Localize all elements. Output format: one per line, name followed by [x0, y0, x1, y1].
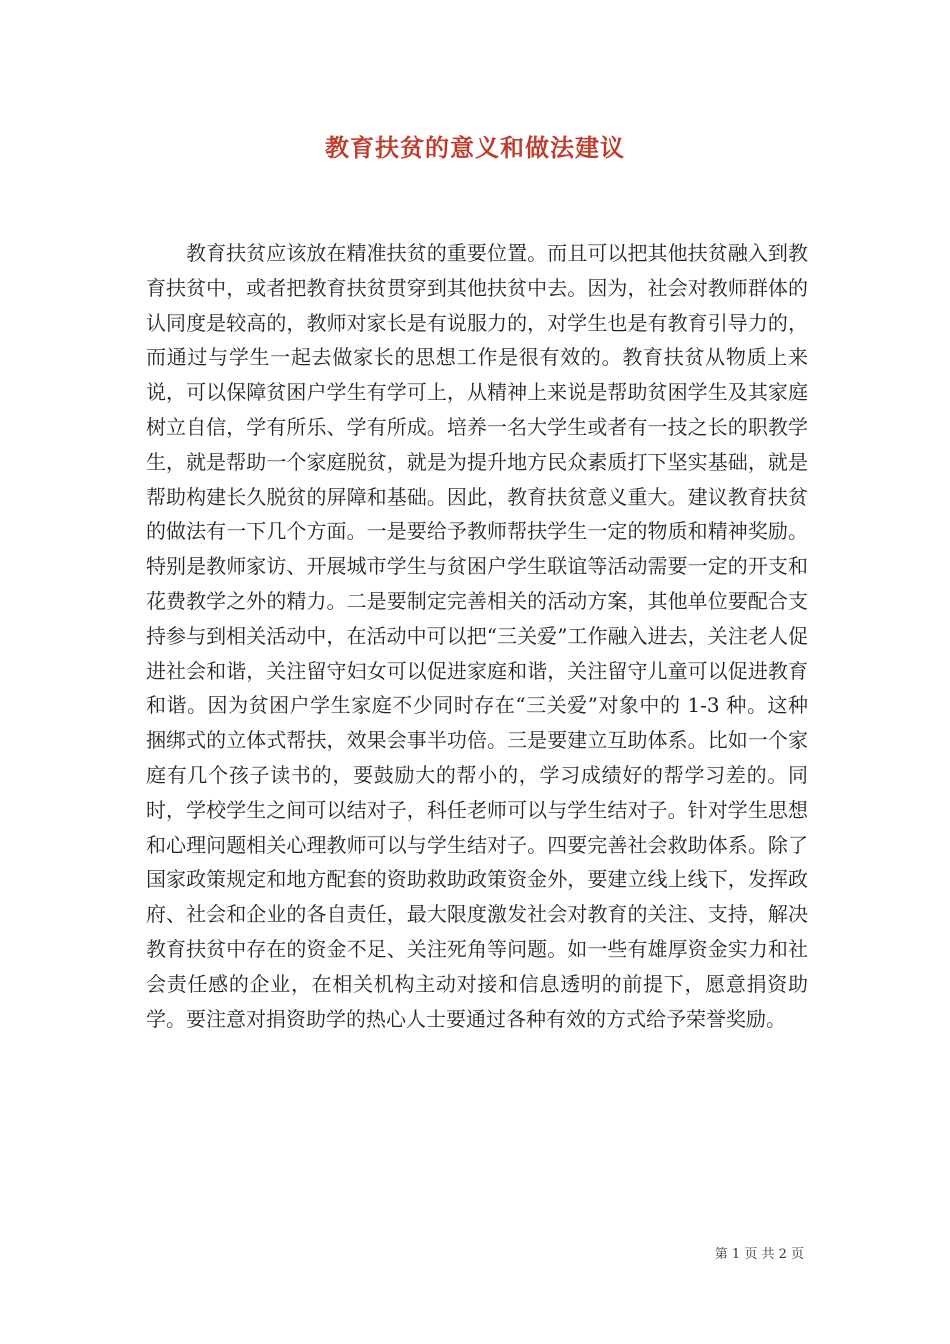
body-paragraph: 教育扶贫应该放在精准扶贫的重要位置。而且可以把其他扶贫融入到教育扶贫中，或者把教育扶贫贯穿到其他扶贫中去。因为，社会对教师群体的认同度是较高的，教师对家长是有说服力的，对学生也是有教育引导力的，而通过与学生一起去做家长的思想工作是很有效的。教育扶贫从物质上来说，可以保障贫困户学生有学可上，从精神上来说是帮助贫困学生及其家庭树立自信，学有所乐、学有所成。培养一名大学生或者有一技之长的职教学生，就是帮助一个家庭脱贫，就是为提升地方民众素质打下坚实基础，就是帮助构建长久脱贫的屏障和基础。因此，教育扶贫意义重大。建议教育扶贫的做法有一下几个方面。一是要给予教师帮扶学生一定的物质和精神奖励。特别是教师家访、开展城市学生与贫困户学生联谊等活动需要一定的开支和花费教学之外的精力。二是要制定完善相关的活动方案，其他单位要配合支持参与到相关活动中，在活动中可以把“三关爱”工作融入进去，关注老人促进社会和谐，关注留守妇女可以促进家庭和谐，关注留守儿童可以促进教育和谐。因为贫困户学生家庭不少同时存在“三关爱”对象中的 1-3 种。这种捆绑式的立体式帮扶，效果会事半功倍。三是要建立互助体系。比如一个家庭有几个孩子读书的，要鼓励大的帮小的，学习成绩好的帮学习差的。同时，学校学生之间可以结对子，科任老师可以与学生结对子。针对学生思想和心理问题相关心理教师可以与学生结对子。四要完善社会救助体系。除了国家政策规定和地方配套的资助救助政策资金外，要建立线上线下，发挥政府、社会和企业的各自责任，最大限度激发社会对教育的关注、支持，解决教育扶贫中存在的资金不足、关注死角等问题。如一些有雄厚资金实力和社会责任感的企业，在相关机构主动对接和信息透明的前提下，愿意捐资助学。要注意对捐资助学的热心人士要通过各种有效的方式给予荣誉奖励。	[146, 241, 808, 1031]
document-title: 教育扶贫的意义和做法建议	[325, 133, 625, 162]
page-number: 第 1 页 共 2 页	[714, 1247, 804, 1262]
